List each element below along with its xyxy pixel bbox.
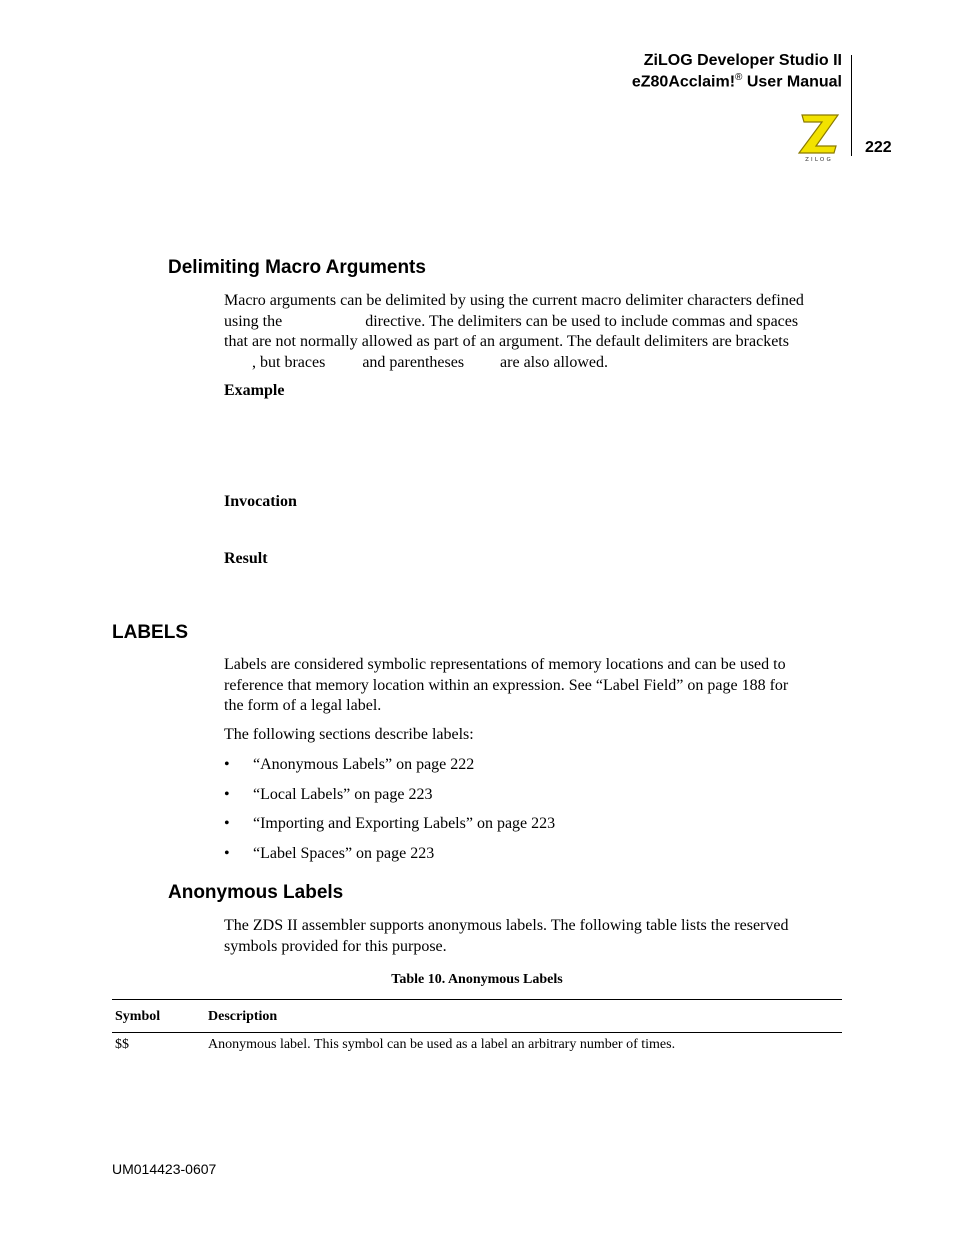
section-heading-labels: LABELS (112, 622, 188, 643)
bullet-icon: • (224, 756, 230, 773)
header-divider (851, 55, 852, 156)
bullet-icon: • (224, 845, 230, 863)
header-manual-prefix: eZ80Acclaim! (631, 73, 736, 91)
paragraph-fragment: using the (224, 312, 283, 330)
labels-paragraph (224, 655, 788, 717)
paragraph-line: The ZDS II assembler supports anonymous labels. The following table lists the reserved (224, 917, 789, 934)
table-cell-symbol: $$ (115, 1037, 129, 1052)
labels-intro: The following sections describe labels: (224, 726, 474, 743)
paragraph-line: the form of a legal label. (224, 697, 382, 714)
header-title (632, 52, 842, 91)
table-top-rule (112, 999, 842, 1000)
paragraph-line: that are not normally allowed as part of an argument. The default delimiters are brackets (224, 333, 789, 350)
table-cell-description: Anonymous label. This symbol can be used as a label an arbitrary number of times. (208, 1037, 676, 1052)
invocation-label: Invocation (224, 493, 297, 510)
paragraph-line (224, 312, 804, 333)
paragraph-line: Labels are considered symbolic representations of memory locations and can be used to (224, 656, 786, 673)
paragraph-line: Macro arguments can be delimited by using the current macro delimiter characters defined (224, 292, 804, 309)
header-manual-suffix: User Manual (742, 73, 842, 91)
paragraph-fragment: are also allowed. (500, 353, 608, 371)
svg-text:ZILOG: ZILOG (805, 157, 833, 162)
footer-doc-id: UM014423-0607 (112, 1161, 217, 1177)
paragraph-fragment: , but braces (252, 353, 326, 371)
result-label: Result (224, 550, 268, 567)
link-importing-exporting-labels[interactable]: “Importing and Exporting Labels” on page 223 (253, 815, 556, 833)
list-item (224, 755, 555, 785)
table-header-description: Description (208, 1009, 278, 1024)
list-item (224, 785, 555, 815)
section-heading-delimiting: Delimiting Macro Arguments (168, 257, 426, 278)
paragraph-line: symbols provided for this purpose. (224, 937, 447, 955)
link-label-spaces[interactable]: “Label Spaces” on page 223 (253, 845, 435, 863)
delimiting-paragraph (224, 291, 804, 373)
paragraph-fragment: and parentheses (362, 353, 465, 371)
zilog-logo-mark (796, 112, 842, 162)
registered-mark: ® (735, 72, 743, 83)
labels-bullet-list (224, 755, 555, 874)
header-product: ZiLOG Developer Studio II (643, 52, 842, 69)
paragraph-line: reference that memory location within an expression. See “Label Field” on page 188 for (224, 676, 789, 694)
example-label: Example (224, 382, 285, 399)
list-item (224, 814, 555, 844)
table-caption: Table 10. Anonymous Labels (391, 972, 563, 987)
bullet-icon: • (224, 815, 230, 833)
table-header-rule (112, 1032, 842, 1033)
page-number: 222 (865, 139, 892, 156)
paragraph-fragment: directive. The delimiters can be used to include commas and spaces (365, 312, 799, 330)
list-item (224, 844, 555, 874)
bullet-icon: • (224, 785, 230, 803)
link-local-labels[interactable]: “Local Labels” on page 223 (253, 785, 433, 803)
link-anonymous-labels[interactable]: “Anonymous Labels” on page 222 (253, 756, 475, 773)
table-header-symbol: Symbol (115, 1009, 161, 1024)
anonymous-paragraph (224, 916, 788, 957)
zilog-logo (796, 112, 842, 162)
header-manual (632, 72, 842, 91)
section-heading-anonymous: Anonymous Labels (168, 882, 344, 903)
paragraph-line (224, 353, 804, 374)
